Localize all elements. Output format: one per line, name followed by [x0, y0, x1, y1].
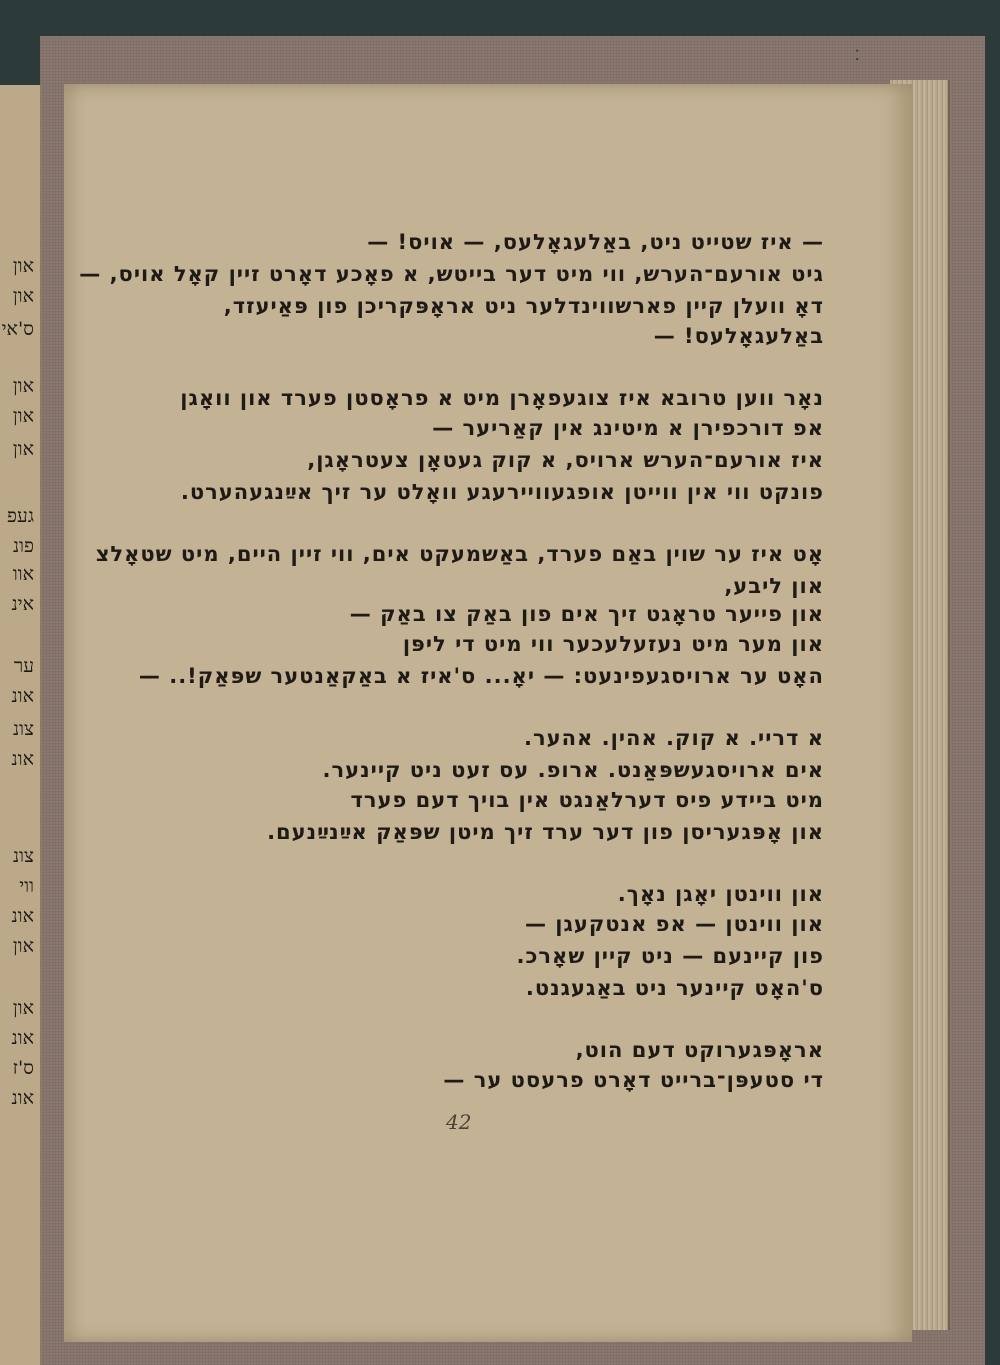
left-fragment: און	[12, 405, 34, 427]
text-line: די סטעפּן־ברייט דאָרט פרעסט ער —	[443, 1068, 824, 1092]
left-fragment: און	[12, 375, 34, 397]
left-fragment: און	[12, 997, 34, 1019]
left-page	[0, 85, 42, 1365]
text-line: איז אורעם־הערש ארויס, א קוק געטאָן צעטראָגן,	[307, 448, 824, 472]
left-fragment: אוו	[12, 563, 34, 585]
left-fragment: אונ	[11, 685, 34, 707]
text-line: ס'האָט קיינער ניט באַגעגנט.	[525, 976, 824, 1000]
left-fragment: און	[12, 438, 34, 460]
text-line: דאָ וועלן קיין פארשווינדלער ניט אראָפּקריכן פון פּאַיעזד,	[223, 294, 824, 318]
text-line: אראָפּגערוקט דעם הוט,	[575, 1038, 824, 1062]
text-line: נאָר ווען טרובא איז צוגעפאָרן מיט א פראָסטן פערד און וואָגן	[180, 386, 824, 410]
corner-mark: ⁚	[855, 48, 860, 64]
left-fragment: צונ	[13, 718, 34, 740]
left-fragment: אונ	[11, 1087, 34, 1109]
left-fragment: ווי	[19, 875, 34, 897]
text-line: און מער מיט נעזעלעכער ווי מיט די ליפּן	[402, 632, 824, 656]
left-fragment: געפ	[7, 505, 34, 527]
left-fragment: ס'אי	[1, 318, 34, 340]
text-line: פון קיינעם — ניט קיין שאָרכ.	[516, 944, 824, 968]
text-line: מיט ביידע פיס דערלאַנגט אין בויך דעם פערד	[350, 788, 824, 812]
left-fragment: אונ	[11, 748, 34, 770]
text-line: און ליבע,	[724, 574, 824, 598]
text-line: — איז שטייט ניט, באַלעגאָלעס, — אויס! —	[367, 230, 824, 254]
left-fragment: פונ	[13, 535, 34, 557]
left-fragment: און	[12, 285, 34, 307]
text-line: אפ דורכפירן א מיטינג אין קאַריער —	[432, 416, 824, 440]
left-fragment: און	[12, 255, 34, 277]
left-fragment: ס'ז	[12, 1057, 34, 1079]
main-page	[64, 84, 912, 1342]
text-line: באַלעגאָלעס! —	[653, 324, 824, 348]
text-line: און ווינטן — אפ אנטקעגן —	[524, 912, 824, 936]
left-fragment: און	[12, 935, 34, 957]
left-fragment: אינ	[11, 593, 34, 615]
left-fragment: ער	[13, 655, 34, 677]
text-line: א דריי. א קוק. אהין. אהער.	[524, 726, 824, 750]
text-line: און ווינטן יאָגן נאָך.	[617, 882, 824, 906]
text-line: פונקט ווי אין ווייטן אופגעוויירעגע וואָלט ער זיך אײַנגעהערט.	[180, 480, 824, 504]
left-fragment: צונ	[13, 845, 34, 867]
text-line: אים ארויסגעשפּאַנט. ארופ. עס זעט ניט קיינער.	[322, 758, 824, 782]
text-line: גיט אורעם־הערש, ווי מיט דער בייטש, א פאָכע דאָרט זיין קאָל אויס, —	[79, 262, 824, 286]
text-line: און אָפּגעריסן פון דער ערד זיך מיטן שפּאַק אײַנײַנעם.	[267, 820, 824, 844]
left-fragment: אונ	[11, 1027, 34, 1049]
left-fragment: אונ	[11, 905, 34, 927]
text-line: און פייער טראָגט זיך אים פון באַק צו באַק —	[349, 602, 824, 626]
text-line: האָט ער ארויסגעפינעט: — יאָ... ס'איז א באַקאַנטער שפּאַק!.. —	[138, 664, 824, 688]
page-number: 42	[446, 1110, 472, 1134]
text-line: אָט איז ער שוין באַם פערד, באַשמעקט אים, ווי זיין היים, מיט שטאָלצ	[95, 542, 824, 566]
